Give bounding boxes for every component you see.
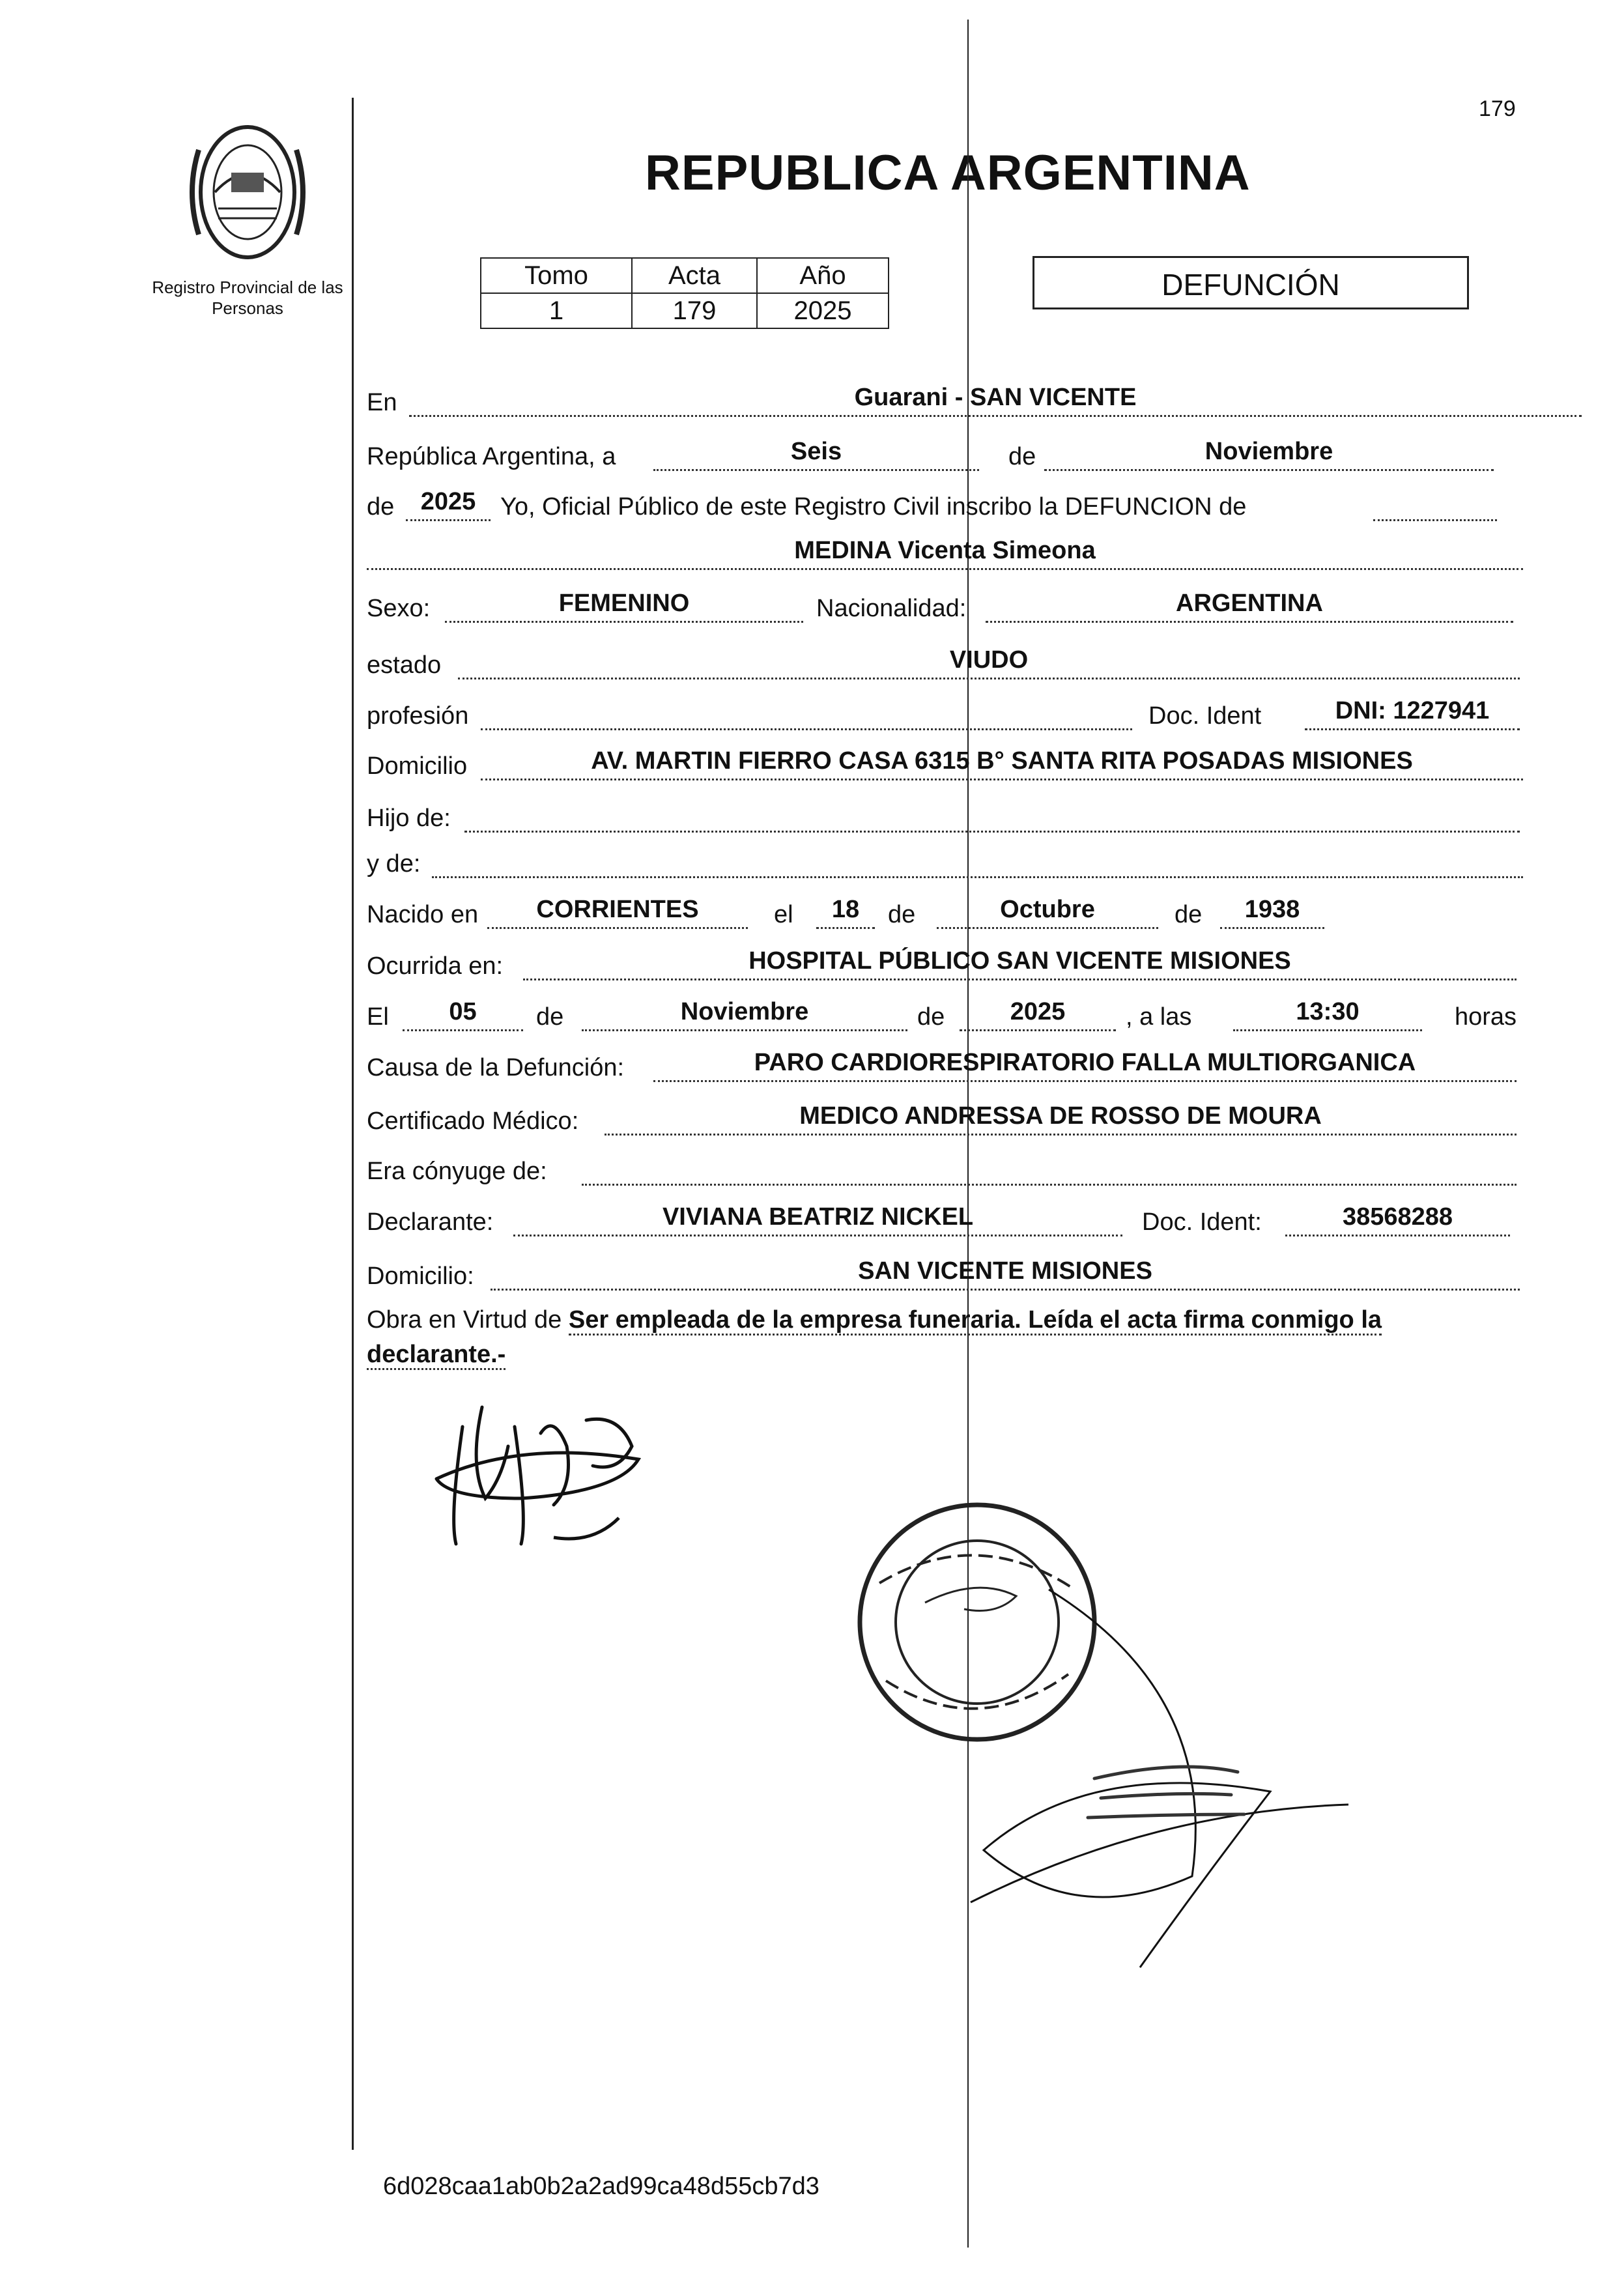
tomo-header: Tomo — [481, 258, 632, 293]
ocurrida-label: Ocurrida en: — [367, 952, 504, 980]
obra-label: Obra en Virtud de — [367, 1306, 562, 1334]
domicilio-label: Domicilio — [367, 752, 468, 780]
estado-field: VIUDO — [458, 646, 1520, 679]
profesion-field — [481, 697, 1132, 730]
el2-label: El — [367, 1003, 389, 1031]
domicilio-field: AV. MARTIN FIERRO CASA 6315 B° SANTA RITA POSADAS MISIONES — [481, 747, 1523, 780]
declarante-label: Declarante: — [367, 1208, 494, 1236]
causa-field: PARO CARDIORESPIRATORIO FALLA MULTIORGANICA — [653, 1049, 1517, 1082]
conyuge-label: Era cónyuge de: — [367, 1158, 547, 1185]
hijo-label: Hijo de: — [367, 805, 451, 832]
certificado-field: MEDICO ANDRESSA DE ROSSO DE MOURA — [605, 1102, 1517, 1136]
ocurrida-field: HOSPITAL PÚBLICO SAN VICENTE MISIONES — [523, 947, 1517, 980]
sexo-label: Sexo: — [367, 595, 431, 622]
decl-domicilio-field: SAN VICENTE MISIONES — [491, 1257, 1520, 1291]
nacido-label: Nacido en — [367, 901, 479, 928]
obra-line-1 — [367, 1306, 1382, 1334]
nacido-de-label-1: de — [888, 901, 916, 928]
obra-line-2 — [367, 1341, 506, 1369]
nacido-anio-field: 1938 — [1220, 896, 1324, 929]
page-number: 179 — [1479, 96, 1516, 121]
en-label: En — [367, 389, 397, 416]
nacido-mes-field: Octubre — [937, 896, 1158, 929]
horas-label: horas — [1455, 1003, 1517, 1031]
nacionalidad-label: Nacionalidad: — [816, 595, 967, 622]
decl-doc-field: 38568288 — [1285, 1203, 1510, 1236]
yde-field — [432, 845, 1523, 878]
conyuge-field — [582, 1152, 1517, 1186]
nombre-field: MEDINA Vicenta Simeona — [367, 537, 1523, 570]
alas-label: , a las — [1126, 1003, 1192, 1031]
nacido-de-label-2: de — [1175, 901, 1203, 928]
de-anio-label: de — [367, 493, 395, 521]
declarant-signature — [423, 1388, 664, 1557]
anio-value: 2025 — [757, 293, 889, 328]
tomo-value: 1 — [481, 293, 632, 328]
certificado-label: Certificado Médico: — [367, 1107, 579, 1135]
republica-label: República Argentina, a — [367, 443, 616, 470]
profesion-label: profesión — [367, 702, 469, 730]
fecha-anio-field: 2025 — [960, 998, 1116, 1031]
fecha-mes-field: Noviembre — [582, 998, 907, 1031]
hijo-field — [464, 799, 1520, 833]
anio-field: 2025 — [406, 488, 491, 521]
acta-header: Acta — [632, 258, 757, 293]
fecha-de-label-1: de — [536, 1003, 564, 1031]
el-label: el — [774, 901, 793, 928]
obra-text-1: Ser empleada de la empresa funeraria. Leída el acta firma conmigo la — [569, 1306, 1382, 1335]
estado-label: estado — [367, 651, 442, 679]
nacionalidad-field: ARGENTINA — [986, 590, 1513, 623]
lugar-field: Guarani - SAN VICENTE — [409, 384, 1582, 417]
fecha-dia-field: 05 — [403, 998, 523, 1031]
nacido-dia-field: 18 — [816, 896, 875, 929]
fecha-de-label-2: de — [917, 1003, 945, 1031]
margin-line — [352, 98, 354, 2150]
oficial-text: Yo, Oficial Público de este Registro Civil inscribo la DEFUNCION de — [500, 493, 1247, 521]
sexo-field: FEMENINO — [445, 590, 803, 623]
tomo-acta-table — [480, 257, 889, 329]
doc-field: DNI: 1227941 — [1305, 697, 1520, 730]
record-type-box: DEFUNCIÓN — [1033, 256, 1469, 309]
yde-label: y de: — [367, 850, 421, 878]
obra-text-2: declarante.- — [367, 1341, 506, 1370]
document-title: REPUBLICA ARGENTINA — [645, 145, 1251, 201]
causa-label: Causa de la Defunción: — [367, 1054, 625, 1081]
document-hash: 6d028caa1ab0b2a2ad99ca48d55cb7d3 — [383, 2173, 819, 2200]
nacido-lugar-field: CORRIENTES — [487, 896, 748, 929]
de-label: de — [1008, 443, 1036, 470]
decl-domicilio-label: Domicilio: — [367, 1263, 474, 1290]
dia-field: Seis — [653, 438, 979, 471]
decl-doc-label: Doc. Ident: — [1142, 1208, 1262, 1236]
declarante-field: VIVIANA BEATRIZ NICKEL — [513, 1203, 1122, 1236]
doc-label: Doc. Ident — [1148, 702, 1262, 730]
province-seal-logo — [173, 111, 322, 274]
oficial-blank — [1373, 488, 1497, 521]
acta-value: 179 — [632, 293, 757, 328]
anio-header: Año — [757, 258, 889, 293]
official-stamp — [814, 1485, 1375, 2020]
registry-label: Registro Provincial de las Personas — [152, 278, 343, 318]
mes-field: Noviembre — [1044, 438, 1494, 471]
hora-field: 13:30 — [1233, 998, 1422, 1031]
